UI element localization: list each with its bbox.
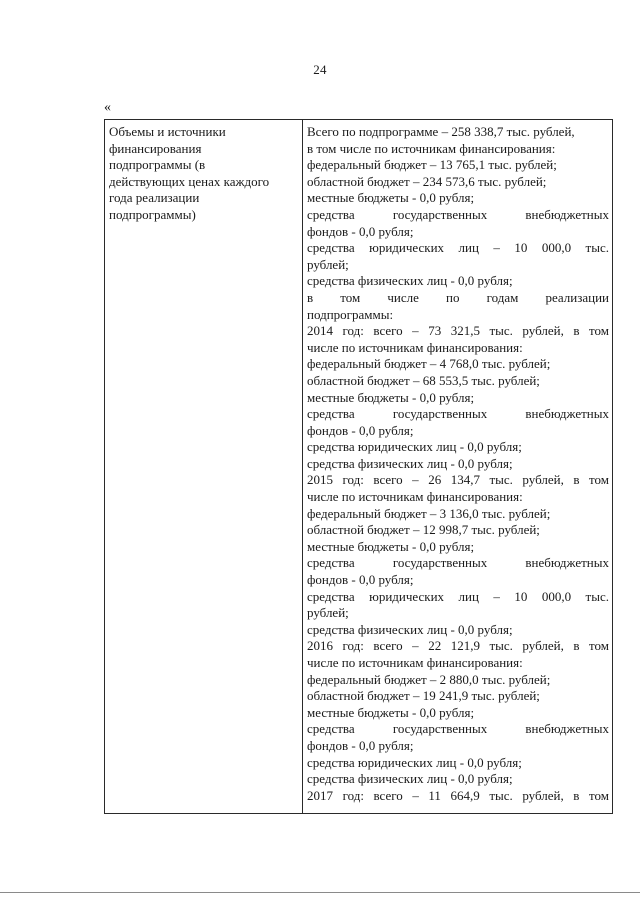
- right-cell-line: Всего по подпрограмме – 258 338,7 тыс. рублей,: [307, 124, 575, 139]
- right-cell-line: федеральный бюджет – 13 765,1 тыс. рублей;: [307, 157, 557, 173]
- right-cell-line: средства юридических лиц – 10 000,0 тыс.: [307, 240, 609, 256]
- right-cell-line: средства государственных внебюджетных: [307, 206, 609, 222]
- right-cell-line: фондов - 0,0 рубля;: [307, 737, 414, 753]
- left-cell-line: подпрограммы (в: [109, 157, 206, 173]
- right-cell-line: средства физических лиц - 0,0 рубля;: [307, 771, 513, 787]
- page-number: 24: [313, 62, 327, 77]
- right-cell-line: областной бюджет – 234 573,6 тыс. рублей;: [307, 173, 547, 189]
- left-cell-line: подпрограммы): [109, 206, 196, 222]
- right-cell-line: в том числе по источникам финансирования:: [307, 140, 556, 156]
- right-cell-line: местные бюджеты - 0,0 рубля;: [307, 389, 475, 405]
- right-cell-line: средства юридических лиц – 10 000,0 тыс.: [307, 588, 609, 604]
- right-cell-line: числе по источникам финансирования:: [307, 655, 523, 670]
- right-cell-line: 2014 год: всего – 73 321,5 тыс. рублей, в том: [307, 323, 609, 339]
- right-cell-line: фондов - 0,0 рубля;: [307, 223, 414, 239]
- right-cell-line: средства физических лиц - 0,0 рубля;: [307, 621, 513, 637]
- right-cell-line: средства физических лиц - 0,0 рубля;: [307, 455, 513, 471]
- bottom-rule: [0, 892, 640, 893]
- right-cell-line: средства юридических лиц - 0,0 рубля;: [307, 439, 522, 455]
- right-cell-line: областной бюджет – 68 553,5 тыс. рублей;: [307, 372, 540, 388]
- right-cell-line: фондов - 0,0 рубля;: [307, 422, 414, 438]
- right-cell-line: федеральный бюджет – 2 880,0 тыс. рублей;: [307, 671, 551, 687]
- left-cell-line: года реализации: [109, 190, 200, 206]
- right-cell-line: 2016 год: всего – 22 121,9 тыс. рублей, в том: [307, 638, 609, 654]
- right-cell-line: средства юридических лиц - 0,0 рубля;: [307, 754, 522, 770]
- right-cell-line: федеральный бюджет – 4 768,0 тыс. рублей;: [307, 356, 551, 372]
- left-cell-line: действующих ценах каждого: [109, 173, 270, 189]
- right-cell-line: федеральный бюджет – 3 136,0 тыс. рублей;: [307, 505, 551, 521]
- right-cell-line: числе по источникам финансирования:: [307, 489, 523, 505]
- left-cell-line: Объемы и источники: [109, 124, 226, 139]
- right-cell-line: местные бюджеты - 0,0 рубля;: [307, 538, 475, 554]
- right-cell-line: средства физических лиц - 0,0 рубля;: [307, 273, 513, 289]
- right-cell-line: подпрограммы:: [307, 306, 394, 322]
- opening-quote: «: [104, 100, 111, 115]
- right-cell-line: областной бюджет – 12 998,7 тыс. рублей;: [307, 522, 540, 538]
- right-cell-line: рублей;: [307, 605, 349, 621]
- right-cell-line: 2017 год: всего – 11 664,9 тыс. рублей, в том: [307, 787, 609, 803]
- right-cell-line: 2015 год: всего – 26 134,7 тыс. рублей, в том: [307, 472, 609, 488]
- left-cell-line: финансирования: [109, 140, 202, 156]
- right-cell-line: числе по источникам финансирования:: [307, 339, 523, 355]
- right-cell-line: средства государственных внебюджетных: [307, 721, 609, 737]
- right-cell-line: местные бюджеты - 0,0 рубля;: [307, 704, 475, 720]
- right-cell: [303, 120, 612, 813]
- funding-table: [104, 119, 613, 814]
- right-cell-line: средства государственных внебюджетных: [307, 406, 609, 422]
- left-cell: [105, 120, 303, 813]
- right-cell-line: областной бюджет – 19 241,9 тыс. рублей;: [307, 688, 540, 704]
- right-cell-line: рублей;: [307, 256, 349, 272]
- right-cell-line: средства государственных внебюджетных: [307, 555, 609, 571]
- right-cell-line: в том числе по годам реализации: [307, 289, 609, 305]
- right-cell-line: фондов - 0,0 рубля;: [307, 572, 414, 588]
- right-cell-line: местные бюджеты - 0,0 рубля;: [307, 190, 475, 206]
